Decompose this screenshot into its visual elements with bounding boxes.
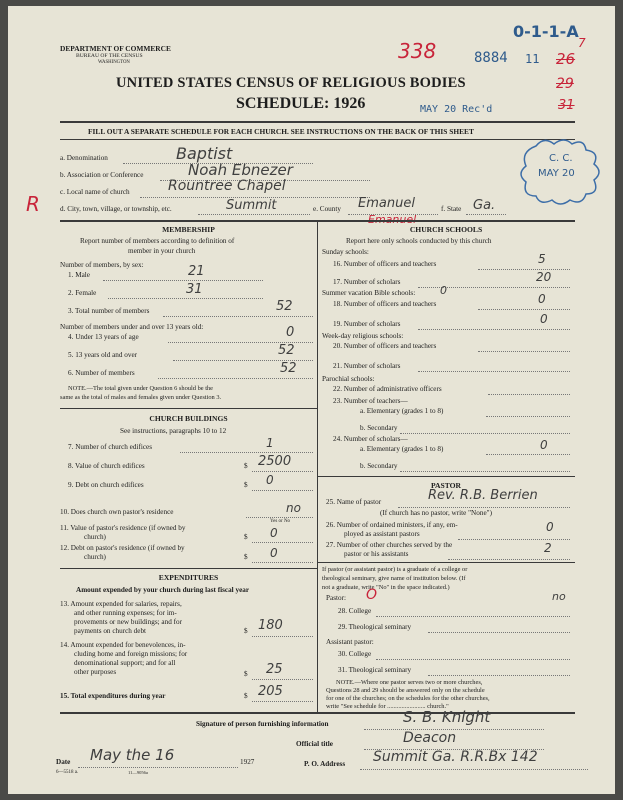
- denomination-value: Baptist: [176, 144, 233, 163]
- census-schedule-sheet: DEPARTMENT OF COMMERCE BUREAU OF THE CENSUS WASHINGTON UNITED STATES CENSUS OF RELIGIOUS BODIES SCHEDULE: 1926 0-1-1-A 338 8884 11 26 7 29 31 MAY 20 Rec'd FILL OUT A SEPARATE SCHEDULE FOR EACH CHURCH. SEE INSTRUCTIONS ON THE BACK OF THIS SHEET C. C. MAY 20 a. Denomination Baptist b. Association or Conference Noah Ebnezer c. Local name of church Rountree Chapel d. City, town, village, or township, etc. Summit e. County Emanuel f. State Ga. R MEMBERSHIP Report number of members according to definition of member in your church Number of members, by sex: 1. Male 21 2. Female 31 3. Total number of members 52 Number of members under and over 13 years old: 4. Under 13 years of age 0 5. 13 years old and over 52 6. Number of members 52 NOTE.—The total given under Question 6 should be the same as the total of males and females given under Question 3. CHURCH BUILDINGS See instructions, paragraphs 10 to 12 7. Number of church edifices 1 8. Value of church edifices $ 2500 9. Debt on church edifices $ 0 10. Does church own pastor's residence no Yes or No 11. Value of pastor's residence (if owned by church) $ 0 12. Debt on pastor's residence (if owned by church) $ 0 EXPENDITURES Amount expended by your church during last fiscal year 13. Amount expended for salaries, repairs, and other running expenses; for im- provements or new buildings; and for payments on church debt $ 180 14. Amount expended for benevolences, in- cluding home and foreign missions; for denominational support; and for all other purposes $ 25 15. Total expenditures during year $ 205 CHURCH SCHOOLS Report here only schools conducted by this church Sunday schools: 16. Number of officers and teachers 5 17. Number of scholars 20 Summer vacation Bible schools: 0 18. Number of officers and teachers 0 19. Number of scholars 0 Week-day religious schools: 20. Number of officers and teachers 21. Number of scholars Parochial schools: 22. Number of administrative officers 23. Number of teachers— a. Elementary (grades 1 to 8) b. Secondary 24. Number of scholars— a. Elementary (grades 1 to 8) 0 b. Secondary PASTOR 25. Name of pastor Rev. R.B. Berrien (If church has no pastor, write "None") 26. Number of ordained ministers, if any, em- ployed as assistant pastors 0 27. Number of other churches served by the pastor or his assistants 2 If pastor (or assistant pastor) is a graduate of a college or theological seminary, give name of institution below. (If not a graduate, write "No" in the space indicated.) Pastor: O no 28. College 29. Theological seminary Assistant pastor: 30. College 31. Theological seminary NOTE.—Where one pastor serves two or more churches, Questions 28 and 29 should be answered only on the schedule for one of the churches; on the schedules for the other churches, write "See schedule for ........................ church." Signature of person furnishing information S. B. Knight Official title Deacon Date May the 16 1927 P. O. Address Summit Ga. R.R.Bx 142 6—5518 a. 11—9056a: [8, 6, 615, 794]
- dept-label: DEPARTMENT OF COMMERCE: [60, 44, 171, 53]
- q11-label-b: church): [84, 533, 106, 541]
- q4-label: 4. Under 13 years of age: [68, 333, 139, 341]
- code-stamp: 0-1-1-A: [513, 22, 579, 41]
- city-label-field: d. City, town, village, or township, etc.: [60, 205, 172, 213]
- stamp-cc: C. C.: [549, 153, 573, 164]
- red-mark-c: 31: [558, 98, 575, 113]
- schools-title: CHURCH SCHOOLS: [409, 225, 483, 234]
- expenditures-sub: Amount expended by your church during last fiscal year: [76, 586, 250, 594]
- q24-label: 24. Number of scholars—: [333, 435, 408, 443]
- membership-note-1: NOTE.—The total given under Question 6 should be the: [68, 385, 214, 392]
- q13-label-c: provements or new buildings; and for: [74, 618, 182, 626]
- q26-label-a: 26. Number of ordained ministers, if any, em-: [326, 521, 458, 529]
- official-title-label: Official title: [296, 740, 333, 748]
- q7-value: 1: [266, 436, 274, 450]
- pastor-intro-2: theological seminary, give name of institution below. (If: [322, 575, 466, 582]
- signature-value: S. B. Knight: [403, 708, 491, 726]
- association-label: b. Association or Conference: [60, 171, 144, 179]
- address-value: Summit Ga. R.R.Bx 142: [373, 749, 538, 765]
- received-stamp: MAY 20 Rec'd: [420, 104, 493, 115]
- q14-label-a: 14. Amount expended for benevolences, in-: [60, 641, 186, 649]
- local-name-label: c. Local name of church: [60, 188, 130, 196]
- q18-label: 18. Number of officers and teachers: [333, 300, 437, 308]
- q14-value: 25: [266, 662, 283, 677]
- q23-label: 23. Number of teachers—: [333, 397, 408, 405]
- q16-value: 5: [538, 252, 546, 266]
- date-year: 1927: [240, 758, 255, 766]
- schools-sub: Report here only schools conducted by this church: [346, 237, 492, 245]
- instruction-line: FILL OUT A SEPARATE SCHEDULE FOR EACH CHURCH. SEE INSTRUCTIONS ON THE BACK OF THIS SHEET: [88, 127, 474, 136]
- q23b-label: b. Secondary: [360, 424, 398, 432]
- q9-label: 9. Debt on church edifices: [68, 481, 144, 489]
- pastor-note-4: write "See schedule for ........................ church.": [326, 703, 449, 710]
- q12-label-a: 12. Debt on pastor's residence (if owned by: [60, 544, 185, 552]
- r-mark: R: [26, 192, 40, 216]
- city-value: Summit: [226, 198, 277, 213]
- q15-label: 15. Total expenditures during year: [60, 692, 166, 700]
- q2-value: 31: [186, 282, 203, 297]
- red-mark-b: 29: [556, 76, 574, 92]
- stamp-date: MAY 20: [538, 168, 575, 179]
- q12-label-b: church): [84, 553, 106, 561]
- association-value: Noah Ebnezer: [188, 161, 293, 179]
- pastor-title: PASTOR: [430, 481, 462, 490]
- q26-value: 0: [546, 520, 554, 534]
- buildings-sub: See instructions, paragraphs 10 to 12: [120, 427, 227, 435]
- q19-label: 19. Number of scholars: [333, 320, 401, 328]
- q26-label-b: ployed as assistant pastors: [344, 530, 420, 538]
- pastor-grad-value: O: [366, 587, 378, 603]
- form-number-2: 11—9056a: [128, 770, 148, 775]
- q24b-label: b. Secondary: [360, 462, 398, 470]
- buildings-title: CHURCH BUILDINGS: [149, 414, 228, 423]
- pastor-note-3: for one of the churches; on the schedules for the other churches,: [326, 695, 490, 702]
- q5-value: 52: [278, 343, 295, 358]
- q27-label-b: pastor or his assistants: [344, 550, 409, 558]
- denomination-label: a. Denomination: [60, 154, 108, 162]
- q2-label: 2. Female: [68, 289, 97, 297]
- q31-label: 31. Theological seminary: [338, 666, 412, 674]
- by-sex-label: Number of members, by sex:: [60, 261, 144, 269]
- state-label: f. State: [441, 205, 462, 213]
- q14-label-b: cluding home and foreign missions; for: [74, 650, 188, 658]
- q6-label: 6. Number of members: [68, 369, 135, 377]
- county-value: Emanuel: [358, 196, 415, 211]
- membership-intro-1: Report number of members according to definition of: [80, 237, 235, 245]
- q11-value: 0: [270, 526, 278, 540]
- q20-label: 20. Number of officers and teachers: [333, 342, 437, 350]
- serial-stamp-2: 11: [525, 52, 540, 66]
- membership-intro-2: member in your church: [128, 247, 196, 255]
- membership-title: MEMBERSHIP: [162, 225, 215, 234]
- q28-label: 28. College: [338, 607, 372, 615]
- pastor-grad-value-2: no: [552, 590, 566, 603]
- local-name-value: Rountree Chapel: [168, 178, 286, 194]
- q15-value: 205: [258, 684, 283, 699]
- q8-label: 8. Value of church edifices: [68, 462, 145, 470]
- form-subtitle: SCHEDULE: 1926: [236, 95, 366, 112]
- serial-stamp: 8884: [474, 50, 508, 66]
- q14-label-d: other purposes: [74, 668, 117, 676]
- pastor-grad-label: Pastor:: [326, 594, 346, 602]
- q29-label: 29. Theological seminary: [338, 623, 412, 631]
- date-value: May the 16: [90, 746, 175, 764]
- q13-label-b: and other running expenses; for im-: [74, 609, 177, 617]
- q6-value: 52: [280, 361, 297, 376]
- q3-value: 52: [276, 299, 293, 314]
- q27-value: 2: [544, 541, 552, 555]
- q17-label: 17. Number of scholars: [333, 278, 401, 286]
- vacation-label: Summer vacation Bible schools:: [322, 289, 416, 297]
- q19-value: 0: [540, 312, 548, 326]
- pastor-intro-1: If pastor (or assistant pastor) is a graduate of a college or: [322, 566, 468, 573]
- vacation-value: 0: [440, 284, 447, 297]
- yes-no-hint: Yes or No: [270, 519, 291, 524]
- q3-label: 3. Total number of members: [68, 307, 150, 315]
- q25-note: (If church has no pastor, write "None"): [380, 509, 492, 517]
- county-label: e. County: [313, 205, 341, 213]
- red-mark-a: 26: [556, 50, 576, 68]
- q8-value: 2500: [258, 454, 292, 469]
- signature-label: Signature of person furnishing information: [196, 720, 329, 728]
- form-number: 6—5518 a.: [56, 770, 79, 775]
- q22-label: 22. Number of administrative officers: [333, 385, 442, 393]
- q4-value: 0: [286, 325, 295, 340]
- expenditures-title: EXPENDITURES: [158, 573, 219, 582]
- weekday-label: Week-day religious schools:: [322, 332, 404, 340]
- q7-label: 7. Number of church edifices: [68, 443, 153, 451]
- q1-label: 1. Male: [68, 271, 90, 279]
- membership-note-2: same as the total of males and females given under Question 3.: [60, 394, 222, 401]
- q14-label-c: denominational support; and for all: [74, 659, 176, 667]
- assistant-label: Assistant pastor:: [326, 638, 374, 646]
- q9-value: 0: [266, 473, 274, 487]
- parochial-label: Parochial schools:: [322, 375, 375, 383]
- q30-label: 30. College: [338, 650, 372, 658]
- official-title-value: Deacon: [403, 730, 457, 746]
- q1-value: 21: [188, 264, 205, 279]
- state-value: Ga.: [473, 198, 496, 213]
- q13-label-d: payments on church debt: [74, 627, 147, 635]
- red-number: 338: [398, 39, 437, 63]
- form-title: UNITED STATES CENSUS OF RELIGIOUS BODIES: [116, 75, 466, 91]
- q16-label: 16. Number of officers and teachers: [333, 260, 437, 268]
- q17-value: 20: [536, 270, 552, 284]
- q10-label: 10. Does church own pastor's residence: [60, 508, 174, 516]
- q24a-label: a. Elementary (grades 1 to 8): [360, 445, 444, 453]
- q13-label-a: 13. Amount expended for salaries, repairs,: [60, 600, 182, 608]
- q25-value: Rev. R.B. Berrien: [428, 488, 538, 503]
- red-mark-d: 7: [578, 36, 586, 50]
- q23a-label: a. Elementary (grades 1 to 8): [360, 407, 444, 415]
- city-label: WASHINGTON: [98, 60, 130, 65]
- bureau-label: BUREAU OF THE CENSUS: [76, 53, 143, 59]
- q24a-value: 0: [540, 438, 548, 452]
- q18-value: 0: [538, 292, 546, 306]
- address-label: P. O. Address: [304, 760, 346, 768]
- q21-label: 21. Number of scholars: [333, 362, 401, 370]
- q12-value: 0: [270, 546, 278, 560]
- q11-label-a: 11. Value of pastor's residence (if owned by: [60, 524, 186, 532]
- q5-label: 5. 13 years old and over: [68, 351, 138, 359]
- pastor-note-2: Questions 28 and 29 should be answered only on the schedule: [326, 687, 485, 694]
- q10-value: no: [286, 501, 301, 515]
- pastor-intro-3: not a graduate, write "No" in the space indicated.): [322, 584, 450, 591]
- date-label: Date: [56, 758, 71, 766]
- sunday-label: Sunday schools:: [322, 248, 369, 256]
- age-intro: Number of members under and over 13 years old:: [60, 323, 204, 331]
- q13-value: 180: [258, 618, 283, 633]
- q25-label: 25. Name of pastor: [326, 498, 382, 506]
- pastor-note-1: NOTE.—Where one pastor serves two or more churches,: [336, 679, 483, 686]
- q27-label-a: 27. Number of other churches served by the: [326, 541, 453, 549]
